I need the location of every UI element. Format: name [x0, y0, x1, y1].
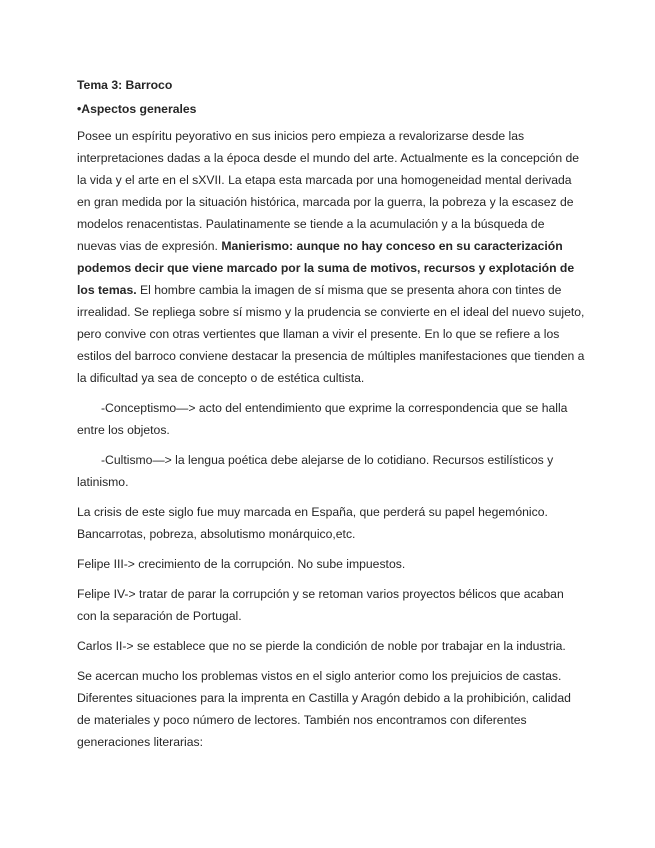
manierismo-definition: Manierismo: aunque no hay conceso en su caracterización podemos decir que viene marcado por la suma de motivos, recursos y explotación de los temas.	[77, 239, 575, 297]
cultismo-paragraph: -Cultismo—> la lengua poética debe alejarse de lo cotidiano. Recursos estilísticos y latinismo.	[77, 453, 554, 489]
intro-paragraph	[77, 125, 585, 389]
carlos-ii-paragraph: Carlos II-> se establece que no se pierde la condición de noble por trabajar en la industria.	[77, 639, 566, 653]
section-heading: •Aspectos generales	[77, 102, 197, 116]
intro-text-before: Posee un espíritu peyorativo en sus inicios pero empieza a revalorizarse desde las interpretaciones dadas a la época desde el mundo del arte. Actualmente es la concepción de la vida y el arte en el sXVII. La etapa esta marcada por una homogeneidad mental derivada en gran medida por la situación histórica, marcada por la guerra, la pobreza y la escasez de modelos renacentistas. Paulatinamente se tiende a la acumulación y a la búsqueda de nuevas vias de expresión.	[77, 129, 580, 253]
closing-paragraph: Se acercan mucho los problemas vistos en el siglo anterior como los prejuicios de castas. Diferentes situaciones para la imprenta en Castilla y Aragón debido a la prohibición, calidad de materiales y poco número de lectores. También nos encontramos con diferentes generaciones literarias:	[77, 669, 571, 749]
intro-text-after: El hombre cambia la imagen de sí misma que se presenta ahora con tintes de irrealidad. Se repliega sobre sí mismo y la prudencia se convierte en el ideal del nuevo sujeto, pero convive con otras vertientes que llaman a vivir el presente. En lo que se refiere a los estilos del barroco conviene destacar la presencia de múltiples manifestaciones que tienden a la dificultad ya sea de concepto o de estética cultista.	[77, 283, 585, 385]
felipe-iv-paragraph: Felipe IV-> tratar de parar la corrupción y se retoman varios proyectos bélicos que acaban con la separación de Portugal.	[77, 587, 564, 623]
conceptismo-paragraph: -Conceptismo—> acto del entendimiento que exprime la correspondencia que se halla entre los objetos.	[77, 401, 568, 437]
crisis-paragraph: La crisis de este siglo fue muy marcada en España, que perderá su papel hegemónico. Bancarrotas, pobreza, absolutismo monárquico,etc.	[77, 505, 548, 541]
felipe-iii-paragraph: Felipe III-> crecimiento de la corrupción. No sube impuestos.	[77, 557, 406, 571]
page-title: Tema 3: Barroco	[77, 78, 173, 92]
